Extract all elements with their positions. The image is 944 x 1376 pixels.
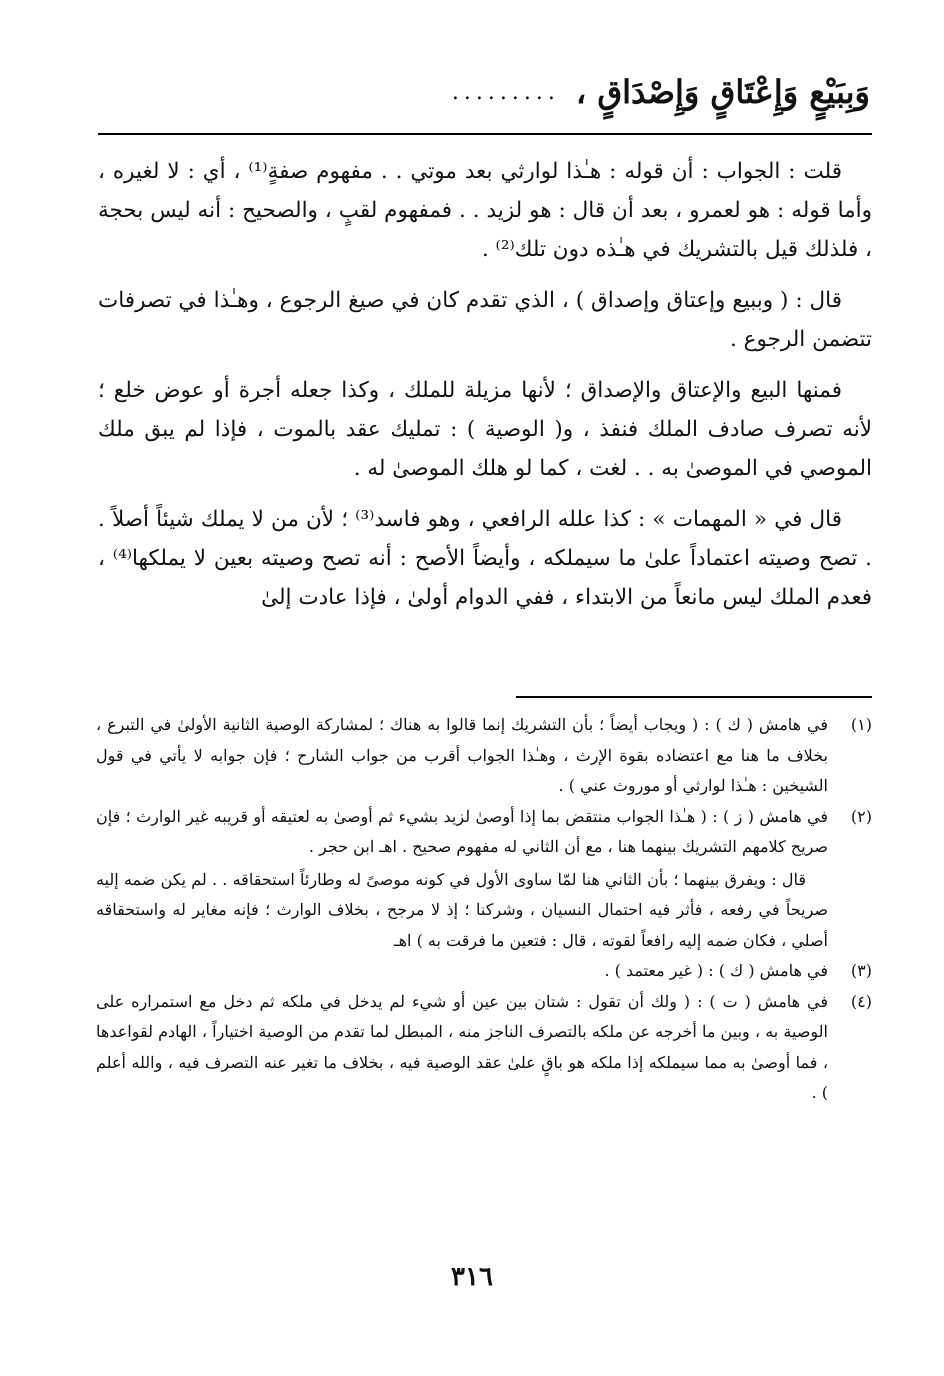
footnote-text: في هامش ( ز ) : ( هـٰذا الجواب منتقض بما إذا أوصىٰ لزيد بشيء ثم أوصىٰ به لعتيقه أو قريبه غير الوارث ؛ فإن صريح كلامهم التشريك بينهما هنا ، مع أن الثاني له مفهوم صحيح . اهـ ابن حجر . [96, 806, 828, 856]
footnote-2 [96, 802, 872, 957]
footnote-1 [96, 710, 872, 802]
running-header [100, 70, 870, 114]
footnote-number: (٢) [850, 806, 872, 826]
main-text [98, 152, 872, 629]
running-header-title: وَبِبَيْعٍ وَإِعْتَاقٍ وَإِصْدَاقٍ ، [575, 73, 870, 111]
footnote-text: في هامش ( ك ) : ( غير معتمد ) . [604, 961, 828, 980]
footnote-divider [516, 696, 872, 698]
paragraph-1: قلت : الجواب : أن قوله : هـٰذا لوارثي بعد موتي . . مفهوم صفةٍ⁽¹⁾ ، أي : لا لغيره ، وأما قوله : هو لعمرو ، بعد أن قال : هو لزيد . . فمفهوم لقبٍ ، والصحيح : أنه ليس بحجة ، فلذلك قيل بالتشريك في هـٰذه دون تلك⁽²⁾ . [98, 159, 872, 262]
header-divider [98, 133, 872, 135]
footnote-text-continued: قال : ويفرق بينهما ؛ بأن الثاني هنا لمّا ساوى الأول في كونه موصىً له وطارئاً استحقاقه . . لم يكن ضمه إليه صريحاً في رفعه ، فأثر فيه احتمال النسيان ، وشركنا ؛ إذ لا مرجح ، بخلاف الوارث ؛ فإنه مغاير له واستحقاقه أصلي ، فكان ضمه إليه رافعاً لقوته ، قال : فتعين ما فرقت به ) اهـ [96, 869, 828, 950]
footnote-number: (٤) [850, 991, 872, 1011]
footnote-3 [96, 956, 872, 987]
running-header-dots: ......... [451, 79, 560, 105]
footnote-text: في هامش ( ت ) : ( ولك أن تقول : شتان بين عين أو شيء لم يدخل في ملكه ثم دخل مع استمراره على الوصية به ، وبين ما أخرجه عن ملكه بالتصرف الناجز منه ، المبطل لما تقدم من الوصية اختياراً ، الهادم لقواعدها ، فما أوصىٰ به مما سيملكه إذا ملكه هو باقٍ علىٰ عقد الوصية فيه ، بخلاف ما تغير عنه التصرف فيه ، والله أعلم ) . [96, 991, 828, 1102]
footnote-number: (١) [850, 715, 872, 734]
paragraph-3: فمنها البيع والإعتاق والإصداق ؛ لأنها مزيلة للملك ، وكذا جعله أجرة أو عوض خلع ؛ لأنه تصرف صادف الملك فنفذ ، و( الوصية ) : تمليك عقد بالموت ، فإذا لم يبق ملك الموصي في الموصىٰ به . . لغت ، كما لو هلك الموصىٰ له . [98, 378, 872, 481]
footnote-text: في هامش ( ك ) : ( ويجاب أيضاً ؛ بأن التشريك إنما قالوا به هناك ؛ لمشاركة الوصية الثانية الأولىٰ في التبرع ، بخلاف ما هنا مع اعتضاده بقوة الإرث ، وهـٰذا الجواب أقرب من جواب الشارح ؛ فإن جوابه لا يأتي في قول الشيخين : هـٰذا لوارثي أو موروث عني ) . [96, 715, 828, 795]
footnote-number: (٣) [850, 961, 872, 980]
footnotes [96, 710, 872, 1109]
page-number: ٣١٦ [451, 1262, 493, 1292]
paragraph-2: قال : ( وببيع وإعتاق وإصداق ) ، الذي تقدم كان في صيغ الرجوع ، وهـٰذا في تصرفات تتضمن الرجوع . [98, 288, 872, 352]
paragraph-4: قال في « المهمات » : كذا علله الرافعي ، وهو فاسد⁽³⁾ ؛ لأن من لا يملك شيئاً أصلاً . . تصح وصيته اعتماداً علىٰ ما سيملكه ، وأيضاً الأصح : أنه تصح وصيته بعين لا يملكها⁽⁴⁾ ، فعدم الملك ليس مانعاً من الابتداء ، ففي الدوام أولىٰ ، فإذا عادت إلىٰ [98, 507, 872, 610]
footnote-4 [96, 987, 872, 1109]
